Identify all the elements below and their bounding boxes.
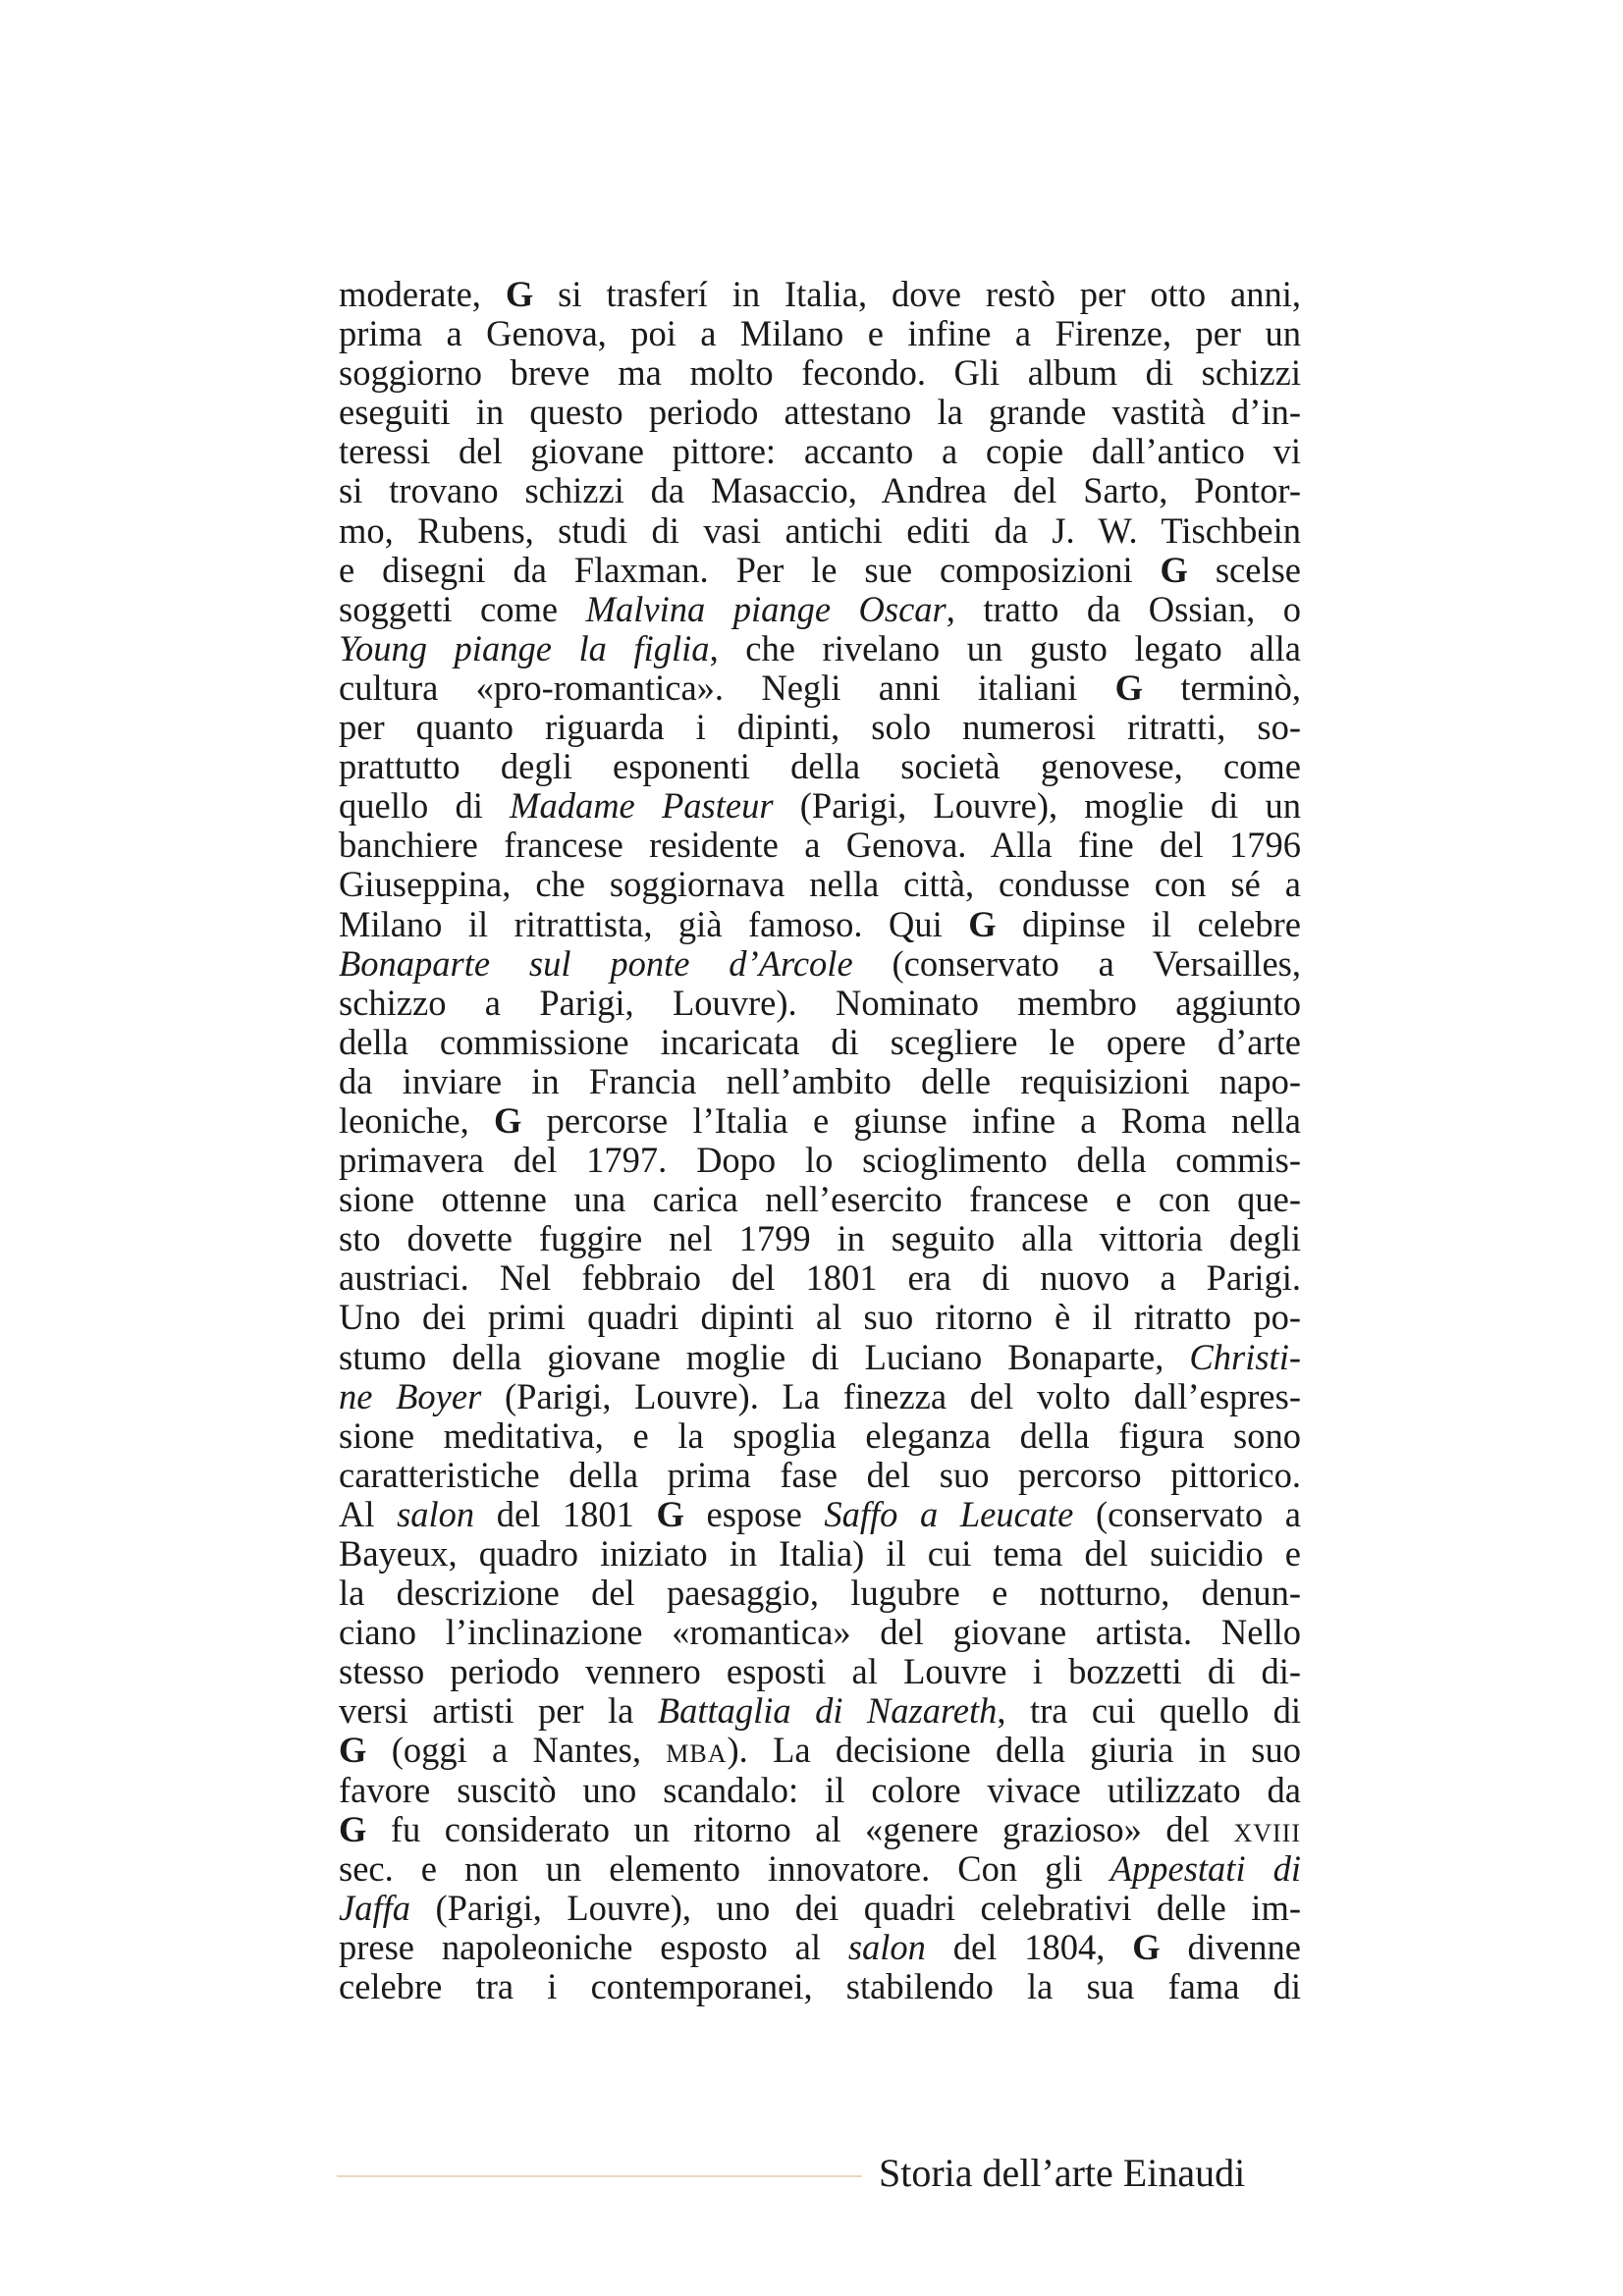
text-line: eseguiti in questo periodo attestano la grande vastità d’in- <box>339 392 1301 433</box>
footer-title: Storia dell’arte Einaudi <box>879 2151 1246 2195</box>
text-line: ne Boyer (Parigi, Louvre). La finezza del volto dall’espres- <box>339 1375 1301 1416</box>
text-line: Bayeux, quadro iniziato in Italia) il cui tema del suicidio e <box>339 1533 1301 1574</box>
footer-rule <box>337 2175 862 2177</box>
text-line: caratteristiche della prima fase del suo percorso pittorico. <box>339 1454 1301 1495</box>
text-line: Milano il ritrattista, già famoso. Qui G dipinse il celebre <box>339 903 1301 944</box>
text-line: moderate, G si trasferí in Italia, dove restò per otto anni, <box>339 274 1301 314</box>
text-line: della commissione incaricata di scegliere le opere d’arte <box>339 1021 1301 1062</box>
text-line: sione ottenne una carica nell’esercito francese e con que- <box>339 1179 1301 1220</box>
text-line: mo, Rubens, studi di vasi antichi editi da J. W. Tischbein <box>339 509 1301 551</box>
text-line: sec. e non un elemento innovatore. Con gli Appestati di <box>339 1847 1302 1889</box>
text-line: Bonaparte sul ponte d’Arcole (conservato a Versailles, <box>339 942 1302 984</box>
text-line: celebre tra i contemporanei, stabilendo la sua fama di <box>339 1966 1301 2007</box>
text-line: stumo della giovane moglie di Luciano Bonaparte, Christi- <box>339 1336 1301 1377</box>
text-line: cultura «pro-romantica». Negli anni italiani G terminò, <box>339 667 1301 708</box>
text-line: Jaffa (Parigi, Louvre), uno dei quadri celebrativi delle im- <box>339 1887 1301 1928</box>
text-line: prima a Genova, poi a Milano e infine a Firenze, per un <box>339 313 1301 354</box>
text-line: banchiere francese residente a Genova. Alla fine del 1796 <box>339 825 1301 866</box>
text-line: la descrizione del paesaggio, lugubre e notturno, denun- <box>339 1573 1301 1614</box>
text-line: per quanto riguarda i dipinti, solo numerosi ritratti, so- <box>339 707 1301 748</box>
text-line: si trovano schizzi da Masaccio, Andrea del Sarto, Pontor- <box>339 470 1301 511</box>
text-line: Al salon del 1801 G espose Saffo a Leucate (conservato a <box>339 1493 1301 1534</box>
text-line: stesso periodo vennero esposti al Louvre i bozzetti di di- <box>339 1651 1301 1692</box>
text-line: primavera del 1797. Dopo lo scioglimento della commis- <box>339 1140 1301 1181</box>
text-line: Young piange la figlia, che rivelano un gusto legato alla <box>339 627 1302 668</box>
text-line: prattutto degli esponenti della società genovese, come <box>339 746 1301 787</box>
text-line: soggetti come Malvina piange Oscar, tratto da Ossian, o <box>339 588 1301 629</box>
text-line: sione meditativa, e la spoglia eleganza della figura sono <box>339 1415 1301 1456</box>
text-line: da inviare in Francia nell’ambito delle requisizioni napo- <box>339 1060 1301 1101</box>
text-line: versi artisti per la Battaglia di Nazareth, tra cui quello di <box>339 1690 1301 1732</box>
text-line: prese napoleoniche esposto al salon del 1804, G divenne <box>339 1926 1301 1967</box>
text-line: sto dovette fuggire nel 1799 in seguito alla vittoria degli <box>339 1218 1301 1259</box>
body-text <box>339 275 1301 2006</box>
text-line: teressi del giovane pittore: accanto a copie dall’antico vi <box>339 431 1301 472</box>
text-line: schizzo a Parigi, Louvre). Nominato membro aggiunto <box>339 982 1301 1023</box>
text-line: ciano l’inclinazione «romantica» del giovane artista. Nello <box>339 1612 1301 1653</box>
text-line: austriaci. Nel febbraio del 1801 era di nuovo a Parigi. <box>339 1257 1301 1299</box>
text-line: leoniche, G percorse l’Italia e giunse infine a Roma nella <box>339 1099 1301 1141</box>
text-line: Uno dei primi quadri dipinti al suo ritorno è il ritratto po- <box>339 1297 1301 1338</box>
text-line: e disegni da Flaxman. Per le sue composizioni G scelse <box>339 549 1301 590</box>
text-line: quello di Madame Pasteur (Parigi, Louvre), moglie di un <box>339 785 1301 827</box>
text-line: favore suscitò uno scandalo: il colore vivace utilizzato da <box>339 1769 1301 1810</box>
text-line: G (oggi a Nantes, mba). La decisione della giuria in suo <box>339 1730 1301 1771</box>
text-line: G fu considerato un ritorno al «genere grazioso» del xviii <box>339 1808 1301 1849</box>
text-line: Giuseppina, che soggiornava nella città, condusse con sé a <box>339 864 1301 905</box>
text-line: soggiorno breve ma molto fecondo. Gli album di schizzi <box>339 352 1301 394</box>
